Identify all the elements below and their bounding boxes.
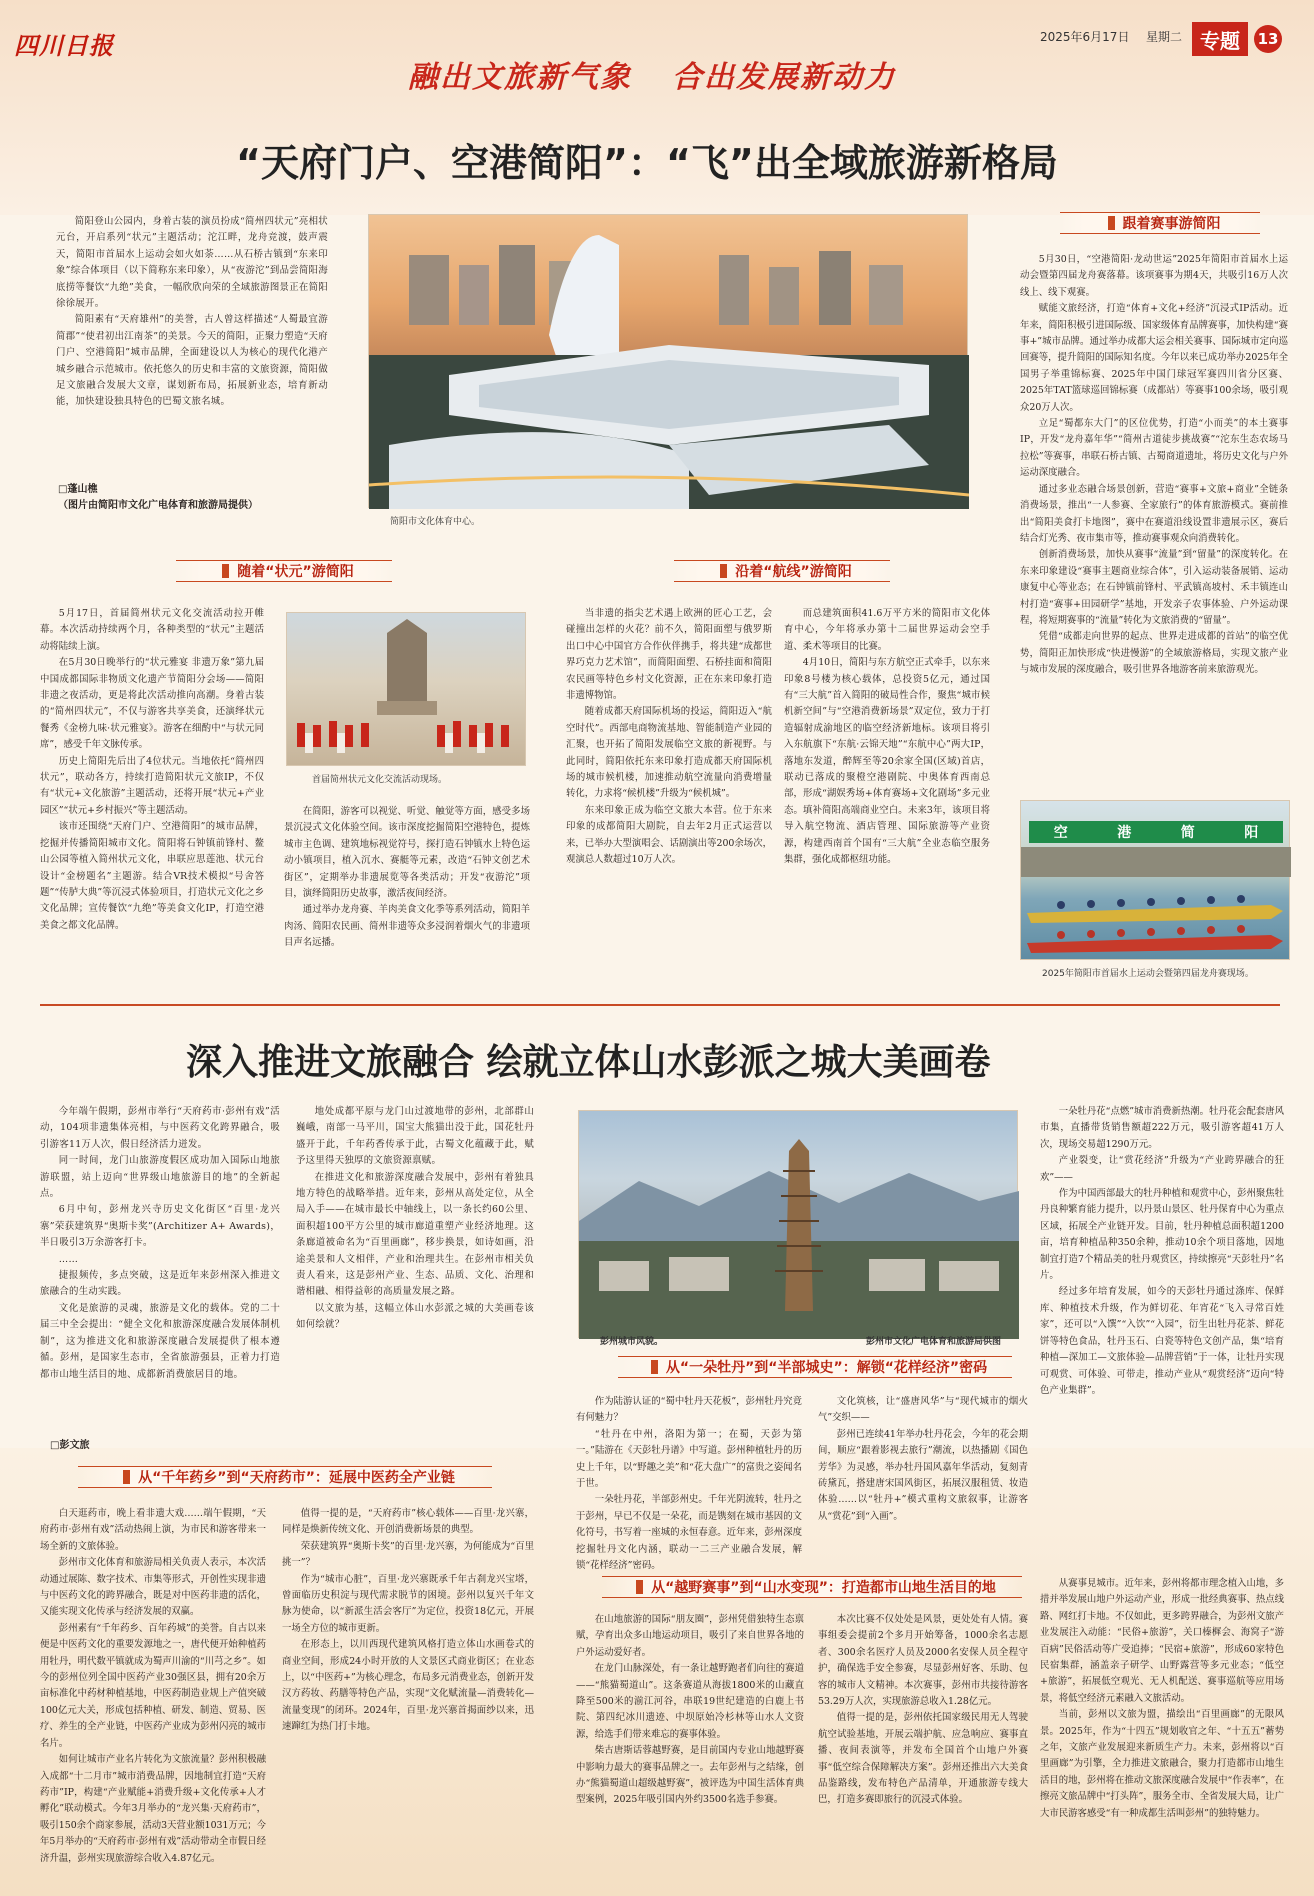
paragraph: 作为陆游认证的“蜀中牡丹天花板”，彭州牡丹究竟有何魅力？: [576, 1396, 802, 1424]
paragraph: 同一时间，龙门山旅游度假区成功加入国际山地旅游联盟，站上迈向“世界级山地旅游目的地”的全新起点。: [40, 1155, 280, 1200]
article2-sec2-col3: [1040, 1104, 1284, 1568]
separator-line: [40, 1004, 1280, 1006]
paragraph: 捷报频传，多点突破，这是近年来彭州深入推进文旅融合的生动实践。: [40, 1270, 280, 1298]
paragraph: 在龙门山脉深处，有一条让越野跑者们向往的赛道——“熊猫蜀道山”。这条赛道从海拔1800米的山藏直降至500米的湔江河谷，串联19世纪建造的白鹿上书院、第四纪冰川遗迹、中坝原始冷杉林等山水人文资源，给选手们带来难忘的赛事体验。: [576, 1663, 804, 1740]
page-number-badge: [1254, 25, 1282, 53]
article1-credit: （图片由简阳市文化广电体育和旅游局提供）: [58, 500, 258, 511]
paragraph: 赋能文旅经济，打造“体育+文化+经济”沉浸式IP活动。近年来，简阳积极引进国际级、国家级体育品牌赛事，加快构建“赛事+”城市品牌。通过举办成都大运会相关赛事、国际城市定向巡回赛等，提升简阳的国际知名度。今年以来已成功举办2025年全国男子举重锦标赛、2025年中国门球冠军赛四川省分区赛、2025年TAT篮球巡回锦标赛（成都站）等赛事100余场，吸引观众20万人次。: [1020, 303, 1288, 413]
lead-paragraph: 简阳登山公园内，身着古装的演员扮成“简州四状元”亮相状元台，开启系列“状元”主题活动；沱江畔，龙舟竞渡，鼓声震天，简阳市首届水上运动会如火如荼……从石桥古镇到“东来印象”综合体项目（以下简称东来印象），从“夜游沱”到品尝简阳海底捞等餐饮“九绝”美食，一幅欣欣向荣的全域旅游图景正在简阳徐徐展开。: [56, 216, 328, 310]
subhead-title: 从“千年药乡”到“天府药市”：延展中医药全产业链: [138, 1470, 455, 1486]
subhead-hangxian: [674, 560, 890, 582]
subhead-mudan: [618, 1356, 1012, 1378]
article2-sec2-col1: [576, 1394, 802, 1572]
marker: [636, 1580, 643, 1594]
subhead-yueye: [602, 1576, 1022, 1598]
subhead-title: 随着“状元”游简阳: [237, 564, 354, 580]
paragraph: 今年端午假期，彭州市举行“天府药市·彭州有戏”活动，104项非遗集体亮相，与中医药文化跨界融合，吸引游客11万人次，假日经济活力迸发。: [40, 1106, 280, 1150]
paragraph: 5月17日，首届简州状元文化交流活动拉开帷幕。本次活动持续两个月，各种类型的“状元”主题活动将陆续上演。: [40, 608, 264, 652]
paragraph: 5月30日，“空港简阳·龙动世运”2025年简阳市首届水上运动会暨第四届龙舟赛落幕。该项赛事为期4天，共吸引16万人次线上、线下观赛。: [1020, 254, 1288, 298]
banner-char: 港: [1117, 825, 1132, 841]
paragraph: 而总建筑面积41.6万平方米的简阳市文化体育中心，今年将承办第十二届世界运动会空手道、柔术等项目的比赛。: [784, 608, 990, 652]
banner-slogan-left: 融出文旅新气象: [408, 60, 632, 95]
article1-sec1-col1: [40, 606, 264, 996]
article1-byline: □蓬山樵: [58, 484, 98, 495]
subhead-yaoshi: [78, 1466, 492, 1488]
banner-char: 空: [1053, 825, 1068, 841]
section-badge: [1192, 22, 1248, 56]
paragraph: 一朵牡丹花“点燃”城市消费新热潮。牡丹花会配套唐风市集，直播带货销售额超222万元，吸引游客超41万人次，现场交易超1290万元。: [1040, 1106, 1285, 1150]
paragraph: 白天逛药市，晚上看非遗大戏……端午假期，“天府药市·彭州有戏”活动热闹上演，为市民和游客带来一场全新的文旅体验。: [40, 1508, 266, 1552]
paragraph: 在简阳，游客可以视觉、听觉、触觉等方面，感受多场景沉浸式文化体验空间。该市深度挖掘简阳空港特色，提炼城市主色调、建筑地标视觉符号，探打造石钟镇水上特色运动小镇项目，植入沉水、赛艇等元素，改造“石钟文创艺术街区”，定期举办非遗展览等各类活动；开发“夜游沱”项目，演绎简阳历史故事，激活夜间经济。: [284, 806, 530, 900]
paragraph: 随着成都天府国际机场的投运，简阳迈入“航空时代”。西部电商物流基地、智能制造产业园的汇聚，也开拓了简阳发展临空文旅的新视野。与此同时，简阳依托东来印象打造成都天府国际机场的城市候机楼，加速推动航空流量向消费增量转化，力求将“候机楼”升级为“候机城”。: [566, 706, 772, 800]
paragraph: 在5月30日晚举行的“状元雅宴 非遗万象”第九届中国成都国际非物质文化遗产节简阳分会场——简阳非遗之夜活动，更是将此次活动推向高潮。身着古装的“简州四状元”，不仅与游客共享美食，还演绎状元餐秀《金榜九味·状元雅宴》。游客在细酌中“与状元同席”，感受千年文脉传承。: [40, 657, 264, 751]
article2-lead-col2: [296, 1104, 534, 1444]
paragraph: 彭州素有“千年药乡、百年药城”的美誉。自古以来便是中医药文化的重要发源地之一，唐代便开始种植药用牡丹，明代数平镇就成为蜀声川渝的“川芎之乡”。如今的彭州位列全国中医药产业30强区县，拥有20余万亩标准化中药材种植基地，中医药制造业规上产值突破100亿元大关，形成包括种植、研发、制造、贸易、医疗、养生的全产业链，中医药产业成为彭州闪亮的城市名片。: [40, 1622, 266, 1749]
zhuangyuan-photo-caption: 首届简州状元文化交流活动现场。: [312, 775, 448, 785]
pengzhou-photo-caption-left: 彭州城市风貌。: [600, 1337, 664, 1347]
zhuangyuan-event-photo: [286, 612, 526, 766]
page-number: 13: [1257, 30, 1279, 48]
paragraph: 彭州市文化体育和旅游局相关负责人表示，本次活动通过展陈、数字技术、市集等形式，开创性实现非遗与中医药文化的跨界融合，既是对中医药非遗的活化，又能实现文化传承与经济发展的双赢。: [40, 1557, 266, 1618]
paragraph: 作为“城市心脏”，百里·龙兴寨既承千年古刹龙兴宝塔，曾面临历史积淀与现代需求脱节的困境。彭州以复兴千年文脉为使命，以“新派生活会客厅”为定位，投资18亿元，开展一场全方位的城市更新。: [282, 1573, 534, 1634]
lead-paragraph: 简阳素有“天府雄州”的美誉，古人曾这样描述“人蜀最宜游简郡”“使君初出江南茶”的美景。今天的简阳，正聚力塑造“天府门户、空港简阳”城市品牌，全面建设以人为核心的现代化港产城乡融合示范城市。依托悠久的历史和丰富的文旅资源，简阳做足文旅融合发展大文章，谋划新布局，拓展新业态，培育新动能，加快建设独具特色的巴蜀文旅名城。: [56, 314, 328, 408]
subhead-title: 从“越野赛事”到“山水变现”：打造都市山地生活目的地: [651, 1580, 996, 1596]
paragraph: 6月中旬，彭州龙兴寺历史文化街区“百里·龙兴寨”荣获建筑界“奥斯卡奖”(Architizer A+ Awards)，半日吸引3万余游客打卡。: [40, 1204, 280, 1249]
paragraph: 本次比赛不仅处处是风景，更处处有人情。赛事组委会提前2个多月开始筹备，1000余名志愿者、300余名医疗人员及2000名安保人员全程守护，确保选手安全参赛，尽显彭州好客、乐助、包容的城市人文精神。本次赛事，彭州市共接待游客53.29万人次，实现旅游总收入1.28亿元。: [818, 1614, 1028, 1708]
paragraph: 该市还围绕“天府门户、空港简阳”的城市品牌，挖掘并传播简阳城市文化。简阳将石钟镇前锋村、鳌山公园等植入简州状元文化，串联应思莲池、状元台设计“金榜题名”主题游。结合VR技术模拟“号舍答题”“传胪大典”等沉浸式体验项目，打造状元文化之乡文化品牌；宣传餐饮“九绝”等美食文化IP，打造空港美食之都文化品牌。: [40, 821, 264, 931]
marker: [651, 1360, 658, 1374]
paragraph: 值得一提的是，“天府药市”核心载体——百里·龙兴寨，同样是焕新传统文化、开创消费新场景的典型。: [282, 1508, 534, 1536]
article2-sec3-col2: [818, 1612, 1028, 1890]
sports-center-caption: 简阳市文化体育中心。: [390, 517, 481, 527]
paragraph: 产业裂变，让“赏花经济”升级为“产业跨界融合的狂欢”——: [1040, 1155, 1284, 1183]
subhead-saishi: [1060, 212, 1260, 234]
paragraph: 如何让城市产业名片转化为文旅流量？彭州积极融入成都“十二月市”城市消费品牌，因地制宜打造“天府药市”IP，构建“产业赋能+消费升级+文化传承+人才孵化”联动模式。今年3月举办的“龙兴集·天府药市”，吸引150余个商家参展，活动3天营业额1031万元；今年5月举办的“天府药市·彭州有戏”活动带动全市假日经济升温，彭州实现旅游综合收入4.87亿元。: [40, 1754, 266, 1864]
paragraph: 文化是旅游的灵魂，旅游是文化的载体。党的二十届三中全会提出：“健全文化和旅游深度融合发展体制机制”，这为推进文化和旅游深度融合发展提供了根本遵循。彭州，是国家生态市，全省旅游强县，正着力打造都市山地生活目的地、成都新消费旅居目的地。: [40, 1302, 280, 1380]
pengzhou-photo-caption-right: 彭州市文化广电体育和旅游局供图: [866, 1337, 1002, 1347]
article1-sec2-col1: [566, 606, 772, 996]
paragraph: ……: [58, 1253, 79, 1265]
marker: [222, 564, 229, 578]
paragraph: 值得一提的是，彭州依托国家级民用无人驾驶航空试验基地，开展云端护航、应急响应、赛事直播、夜间表演等，并发布全国首个山地户外赛事“低空综合保障解决方案”。彭州还推出六大美食品鉴路线，发布特色产品清单，开通旅游专线大巴，打造多赛即旅行的沉浸式体验。: [818, 1712, 1028, 1806]
paragraph: 立足“蜀都东大门”的区位优势，打造“小而美”的本土赛事IP，开发“龙舟嘉年华”“简州古道徒步挑战赛”“沱东生态农场马拉松”等赛事，串联石桥古镇、古蜀商道遗址，将历史文化与户外运动深度融合。: [1020, 418, 1288, 479]
banner-char: 简: [1180, 825, 1195, 841]
paragraph: 在山地旅游的国际“朋友圈”，彭州凭借独特生态禀赋，孕育出众多山地运动项目，吸引了来自世界各地的户外运动爱好者。: [576, 1614, 804, 1658]
banner-char: 阳: [1244, 825, 1259, 841]
paragraph: 通过举办龙舟赛、羊肉美食文化季等系列活动，简阳羊肉汤、简阳农民画、简州非遗等众多浸润着烟火气的非遗项目声名远播。: [284, 904, 530, 949]
article1-lead: [56, 214, 328, 454]
dragon-boat-caption: 2025年简阳市首届水上运动会暨第四届龙舟赛现场。: [1042, 969, 1254, 979]
paragraph: 在形态上，以川西现代建筑风格打造立体山水画卷式的商业空间，形成24小时开放的人文景区式商业街区；在业态上，以“中医药+”为核心理念，布局多元消费业态，创新开发汉方药妆、药膳等特色产品，实现“文化赋流量—消费转化—流量变现”的闭环。2024年，百里·龙兴寨首揭面纱以来，迅速蹿红为热门打卡地。: [282, 1639, 534, 1733]
paragraph: 荣获建筑界“奥斯卡奖”的百里·龙兴寨，为何能成为“百里挑一”？: [282, 1540, 534, 1569]
article1-sec1-col2: [284, 804, 530, 994]
paragraph: 一朵牡丹花，半部彭州史。千年光阴流转，牡丹之于彭州，早已不仅是一朵花，而是镌刻在城市基因的文化符号，书写着一座城的永恒春意。近年来，彭州深度挖掘牡丹文化内涵，联动一二三产业融合发展，解锁“花样经济”密码。: [576, 1494, 802, 1572]
subhead-title: 沿着“航线”游简阳: [735, 564, 852, 580]
banner-slogan-right: 合出发展新动力: [672, 60, 896, 95]
article2-sec1-col2: [282, 1506, 534, 1890]
marker: [123, 1470, 130, 1484]
article1-sec2-col2: [784, 606, 990, 996]
paragraph: 经过多年培育发展，如今的天彭牡丹通过涤库、保鲜库、种植技术升级，作为鲜切花、年宵花“飞入寻常百姓家”，还可以“入馔”“入饮”“入园”，衍生出牡丹花茶、鲜花饼等特色食品，牡丹玉石、白瓷等特色文创产品，集“培育种植—深加工—文旅体验—品牌营销”于一体，让牡丹实现可观赏、可体验、可带走，推动产业从“观赏经济”迈向“特色产业集群”。: [1040, 1286, 1284, 1396]
paragraph: 凭借“成都走向世界的起点、世界走进成都的首站”的临空优势，简阳正加快形成“快进慢游”的全域旅游格局，实现文旅产业与城市发展的深度融合，吸引世界各地游客前来旅游观光。: [1020, 631, 1288, 676]
paragraph: 当前，彭州以文旅为盟，描绘出“百里画廊”的无限风景。2025年，作为“十四五”规划收官之年、“十五五”蓄势之年，文旅产业发展迎来新质生产力。未来，彭州将以“百里画廊”为引擎，全力推进文旅融合，聚力打造都市山地生活目的地，彭州将在推动文旅深度融合发展中“作表率”，在擦亮文旅品牌中“打头阵”，服务全市、全省发展大局，让广大市民游客感受“有一种成都生活叫彭州”的独特魅力。: [1040, 1709, 1284, 1819]
section-label: 专题: [1200, 28, 1240, 53]
marker: [1108, 216, 1115, 230]
pengzhou-city-photo: [578, 1110, 1018, 1338]
paragraph: “牡丹在中州，洛阳为第一；在蜀，天彭为第一。”陆游在《天彭牡丹谱》中写道。彭州种植牡丹的历史上千年，以“野趣之美”和“花大盘广”的富贵之姿闻名于世。: [576, 1428, 802, 1490]
article2-byline: □彭文旅: [50, 1440, 90, 1451]
paragraph: 在推进文化和旅游深度融合发展中，彭州有着独具地方特色的战略举措。近年来，彭州从高处定位，从全局入手——在城市最长中轴线上，以一条长约60公里、面积超100平方公里的城市廊道重塑产业经济地理。这条廊道被命名为“百里画廊”，移步换景，如诗如画，沿途美景和人文相伴，产业和治理共生。在彭州市相关负责人看来，这是彭州产业、生态、品质、文化、治理和谐相融、相得益彰的高质量发展之路。: [296, 1171, 534, 1298]
article2-sec3-col3: [1040, 1576, 1284, 1890]
article2-sec3-col1: [576, 1612, 804, 1890]
paragraph: 彭州已连续41年举办牡丹花会，今年的花会期间，顺应“跟着影视去旅行”潮流，以热播剧《国色芳华》为灵感，举办牡丹国风嘉年华活动，复刻青砖黛瓦，搭建唐宋国风街区，拓展汉服租赁、妆造体验……以“牡丹+”模式重构文旅叙事，让游客从“赏花”到“入画”。: [818, 1428, 1028, 1522]
dragon-boat-illustration: [1021, 801, 1291, 961]
paragraph: 从赛事見城市。近年来，彭州将都市理念植入山地，多措并举发展山地户外运动产业，形成一批经典赛事、热点线路、网红打卡地。不仅如此，更多跨界融合，为彭州文旅产业发展注入动能：“民俗+旅游”，关口榛樨会、海窝子“游百病”民俗活动等广受追捧；“民宿+旅游”，形成60家特色民宿集群，涵盖亲子研学、山野露营等多元业态；“低空+旅游”，拓展低空观光、无人机配送、赛事巡航等应用场景，将低空经济元素融入文旅活动。: [1040, 1578, 1284, 1704]
paragraph: 历史上简阳先后出了4位状元。当地依托“简州四状元”，联动各方，持续打造简阳状元文旅IP，不仅有“状元+文化旅游”主题活动，还将开展“状元+产业园区”“状元+乡村振兴”等主题活动。: [40, 755, 264, 816]
paragraph: 东来印象正成为临空文旅大本营。位于东来印象的成都简阳大剧院，自去年2月正式运营以来，已举办大型演唱会、话剧演出等200余场次，观演总人数超过10万人次。: [566, 804, 772, 866]
article2-sec2-col2: [818, 1394, 1028, 1564]
article1-headline: “天府门户、空港简阳”：“飞”出全域旅游新格局: [236, 141, 1058, 185]
sports-center-illustration: [369, 215, 969, 509]
paragraph: 作为中国西部最大的牡丹种植和观赏中心，彭州聚焦牡丹良种繁育能力提升，以丹景山景区、牡丹保育中心为重点区域，拓展全产业链开发。目前，牡丹种植总面积超1200亩，培育种植品种350余种，推动10余个项目落地，因地制宜打造7个精品美的牡丹观赏区，持续擦亮“天彭牡丹”名片。: [1040, 1188, 1284, 1282]
pengzhou-illustration: [579, 1111, 1019, 1339]
sports-center-photo: [368, 214, 968, 508]
article2-headline: 深入推进文旅融合 绘就立体山水彭派之城大美画卷: [186, 1042, 991, 1083]
paragraph: 文化筑核，让“盛唐风华”与“现代城市的烟火气”交织——: [818, 1396, 1028, 1424]
subhead-title: 从“一朵牡丹”到“半部城史”：解锁“花样经济”密码: [665, 1360, 988, 1376]
dragon-boat-photo: [1020, 800, 1290, 960]
paragraph: 柴古唐斯话蓉越野赛，是目前国内专业山地越野赛中影响力最大的赛事品牌之一。去年彭州与之结缘，创办“熊猫蜀道山超级越野赛”，被评选为中国生活体育典型案例，2025年吸引国内外约3500名选手参赛。: [576, 1745, 804, 1806]
paragraph: 4月10日，简阳与东方航空正式牵手，以东来印象8号楼为核心载体，总投资5亿元，通过国有“三大航”首入简阳的破局性合作，聚焦“城市候机新空间”与“空港消费新场景”双定位，致力于打造辐射成渝地区的临空经济新地标。该项目将引入东航旗下“东航·云锦天地”“东航中心”两大IP，落地东发道，醉辉至等20余家全国(区域)首店，联动已落成的聚橙空港剧院、中奥体育西南总部，形成“湖娱秀场+体育赛场+文化剧场”多元业态。填补简阳高端商业空白。未来3年，该项目将导入航空物流、酒店管理、国际旅游等产业资源，构建西南首个国有“三大航”全业态临空服务集群，强化成都枢纽功能。: [784, 657, 990, 866]
article2-sec1-col1: [40, 1506, 266, 1890]
newspaper-logo: 四川日报: [14, 31, 114, 60]
paragraph: 地处成都平原与龙门山过渡地带的彭州，北部群山巍峨，南部一马平川，国宝大熊猫出没于此，国花牡丹盛开于此，千年药香传承于此，古蜀文化蕴藏于此，赋予这里得天独厚的文旅资源禀赋。: [296, 1106, 534, 1167]
marker: [720, 564, 727, 578]
subhead-zhuangyuan: [176, 560, 392, 582]
issue-date: 2025年6月17日: [1040, 30, 1130, 44]
paragraph: 以文旅为基，这幅立体山水彭派之城的大美画卷该如何绘就？: [296, 1302, 534, 1331]
paragraph: 当非遗的指尖艺术遇上欧洲的匠心工艺，会碰撞出怎样的火花？前不久，简阳面塑与俄罗斯出口中心中国官方合作伙伴携手，将共建“成都世界巧克力艺术馆”，而简阳面塑、石桥挂面和简阳农民画等特色乡村文化资源，正在东来印象打造非遗博物馆。: [566, 608, 772, 702]
paragraph: 通过多业态融合场景创新，营造“赛事+文旅+商业”全链条消费场景，推出“一人参赛、全家旅行”的体育旅游模式。赛前推出“简阳美食打卡地图”，赛中在赛道沿线设置非遗展示区，赛后结合灯光秀、夜市集市等，推动赛事观众向消费转化。: [1020, 483, 1288, 544]
paragraph: 创新消费场景，加快从赛事“流量”到“留量”的深度转化。在东来印象建设“赛事主题商业综合体”，引入运动装备展销、运动康复中心等业态；在石钟镇前锋村、平武镇高坡村、禾丰镇连山村打造“赛事+田园研学”基地，开发亲子农事体验、户外运动课程，将短期赛事的“流量”转化为文旅消费的“留量”。: [1020, 549, 1288, 626]
zhuangyuan-illustration: [287, 613, 527, 767]
subhead-title: 跟着赛事游简阳: [1122, 216, 1221, 232]
article2-lead-col1: [40, 1104, 280, 1434]
article1-sec3-col: [1020, 252, 1288, 792]
issue-weekday: 星期二: [1146, 30, 1183, 44]
